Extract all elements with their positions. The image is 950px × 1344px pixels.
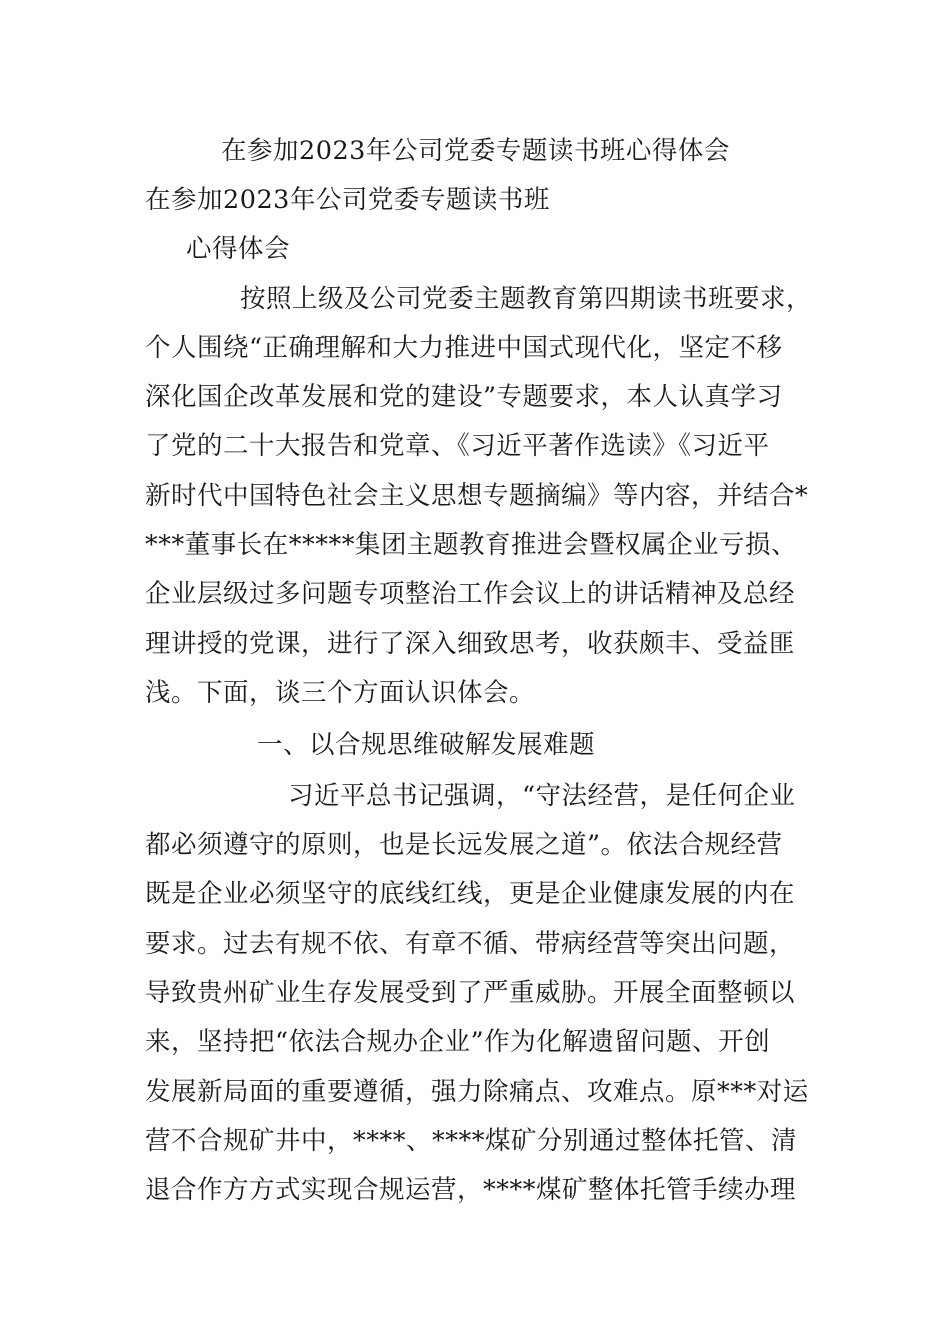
paragraph-line: 习近平总书记强调，“守法经营，是任何企业 [288,781,796,811]
paragraph-line: ***董事长在*****集团主题教育推进会暨权属企业亏损、 [145,530,798,560]
paragraph-line: 按照上级及公司党委主题教育第四期读书班要求， [240,284,813,314]
paragraph-line: 浅。下面，谈三个方面认识体会。 [145,678,536,708]
paragraph-line: 个人围绕“正确理解和大力推进中国式现代化，坚定不移 [145,333,783,363]
paragraph-line: 深化国企改革发展和党的建设”专题要求，本人认真学习 [145,382,783,412]
paragraph-line: 营不合规矿井中，****、****煤矿分别通过整体托管、清 [145,1126,798,1156]
section-heading: 一、以合规思维破解发展难题 [257,730,596,760]
paragraph-line: 既是企业必须坚守的底线红线，更是企业健康发展的内在 [145,879,796,909]
paragraph-line: 退合作方方式实现合规运营，****煤矿整体托管手续办理 [145,1175,797,1205]
paragraph-line: 企业层级过多问题专项整治工作会议上的讲话精神及总经 [145,579,796,609]
paragraph-line: 导致贵州矿业生存发展受到了严重威胁。开展全面整顿以 [145,978,796,1008]
paragraph-line: 发展新局面的重要遵循，强力除痛点、攻难点。原***对运 [145,1077,809,1107]
paragraph-line: 理讲授的党课，进行了深入细致思考，收获颇丰、受益匪 [145,629,796,659]
paragraph-line: 来，坚持把“依法合规办企业”作为化解遗留问题、开创 [145,1027,771,1057]
subtitle-line: 在参加2023年公司党委专题读书班 [145,185,550,215]
paragraph-line: 新时代中国特色社会主义思想专题摘编》等内容，并结合* [145,481,809,511]
document-title: 在参加2023年公司党委专题读书班心得体会 [221,136,730,166]
paragraph-line: 了党的二十大报告和党章、《习近平著作选读》《习近平 [145,431,770,461]
paragraph-line: 都必须遵守的原则，也是长远发展之道”。依法合规经营 [145,830,783,860]
paragraph-line: 要求。过去有规不依、有章不循、带病经营等突出问题， [145,929,796,959]
subtitle-line: 心得体会 [186,234,291,264]
